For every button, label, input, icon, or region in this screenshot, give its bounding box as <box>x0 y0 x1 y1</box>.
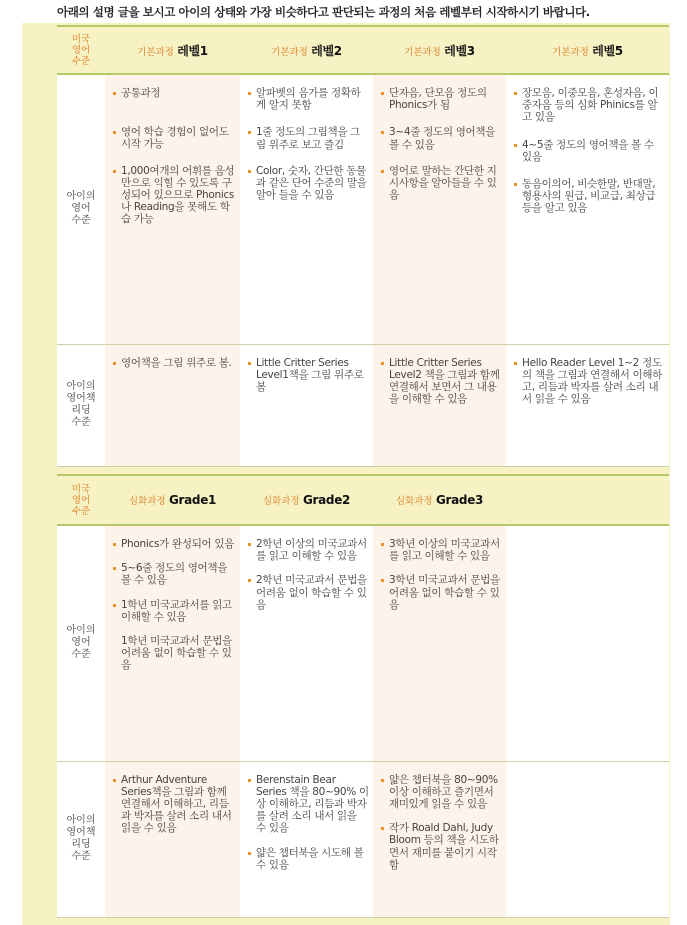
list-item: 영어로 말하는 간단한 지시사항을 알아들을 수 있음 <box>381 165 502 202</box>
header-row <box>57 26 669 74</box>
table-row-reading-level <box>57 344 669 466</box>
table-cell <box>506 74 669 344</box>
list-item: 단자음, 단모음 정도의 Phonics가 됨 <box>381 87 502 111</box>
basic-course-table <box>57 25 669 467</box>
list-item: 얇은 챕터북을 80~90% 이상 이해하고 즐기면서 재미있게 읽을 수 있음 <box>381 774 502 811</box>
list-item: 1,000여개의 어휘를 음성만으로 익힐 수 있도록 구성되어 있으므로 Phonics나 Reading을 못해도 학습 가능 <box>113 165 236 226</box>
list-item: 3~4줄 정도의 영어책을 볼 수 있음 <box>381 126 502 150</box>
table-row-english-level <box>57 74 669 344</box>
list-item: Little Critter Series Level2 책을 그림과 함께 연결해서 보면서 그 내용을 이해할 수 있음 <box>381 357 502 406</box>
table-cell <box>105 344 240 466</box>
list-item: 5~6줄 정도의 영어책을 볼 수 있음 <box>113 562 236 586</box>
list-item: 4~5줄 정도의 영어책을 볼 수 있음 <box>514 139 665 163</box>
table-cell <box>373 761 506 917</box>
row-label: 아이의 영어 수준 <box>57 74 105 344</box>
column-header-level5: 기본과정 레벨5 <box>506 26 669 74</box>
corner-header: 미국 영어 수준 <box>57 26 105 74</box>
column-header-empty <box>506 475 669 525</box>
table-row-english-level <box>57 525 669 761</box>
column-header-level1: 기본과정 레벨1 <box>105 26 240 74</box>
list-item: Berenstain Bear Series 책을 80~90% 이상 이해하고, 리듬과 박자를 살려 소리 내서 읽을 수 있음 <box>248 774 369 835</box>
list-item: Little Critter Series Level1책을 그림 위주로 봄 <box>248 357 369 394</box>
list-item: 동음이의어, 비슷한말, 반대말, 형용사의 원급, 비교급, 최상급 등을 알고 있음 <box>514 178 665 215</box>
list-item: 알파벳의 음가를 정확하게 알지 못함 <box>248 87 369 111</box>
table-cell-empty <box>506 525 669 761</box>
list-item: 영어책을 그림 위주로 봄. <box>113 357 236 369</box>
column-header-grade2: 심화과정 Grade2 <box>240 475 373 525</box>
table-cell <box>373 525 506 761</box>
advanced-course-table <box>57 474 669 918</box>
list-item: Arthur Adventure Series책을 그림과 함께 연결해서 이해하고, 리듬과 박자를 살려 소리 내서 읽을 수 있음 <box>113 774 236 835</box>
list-item: Phonics가 완성되어 있음 <box>113 538 236 550</box>
table-cell <box>240 74 373 344</box>
list-item: 1학년 미국교과서 문법을 어려움 없이 학습할 수 있음 <box>121 635 232 672</box>
intro-text: 아래의 설명 글을 보시고 아이의 상태와 가장 비슷하다고 판단되는 과정의 처음 레벨부터 시작하시기 바랍니다. <box>57 5 590 19</box>
list-item: 3학년 이상의 미국교과서를 읽고 이해할 수 있음 <box>381 538 502 562</box>
column-header-grade1: 심화과정 Grade1 <box>105 475 240 525</box>
table-cell <box>105 761 240 917</box>
table-cell <box>105 74 240 344</box>
table-row-reading-level <box>57 761 669 917</box>
list-item: 2학년 이상의 미국교과서를 읽고 이해할 수 있음 <box>248 538 369 562</box>
table-cell <box>506 344 669 466</box>
list-item: 얇은 챕터북을 시도해 볼 수 있음 <box>248 847 369 871</box>
column-header-level3: 기본과정 레벨3 <box>373 26 506 74</box>
header-row <box>57 475 669 525</box>
table-cell-empty <box>506 761 669 917</box>
list-item: 1줄 정도의 그림책을 그림 위주로 보고 즐김 <box>248 126 369 150</box>
list-item: 3학년 미국교과서 문법을 어려움 없이 학습할 수 있음 <box>381 574 502 611</box>
list-item: 작가 Roald Dahl, Judy Bloom 등의 책을 시도하면서 재미를 붙이기 시작함 <box>381 822 502 871</box>
row-label: 아이의 영어 수준 <box>57 525 105 761</box>
list-item: 영어 학습 경험이 없어도 시작 가능 <box>113 126 236 150</box>
table-cell <box>240 344 373 466</box>
table-cell <box>373 74 506 344</box>
list-item: Color, 숫자, 간단한 동물과 같은 단어 수준의 말을 알아 들을 수 있음 <box>248 165 369 202</box>
list-item: 2학년 미국교과서 문법을 어려움 없이 학습할 수 있음 <box>248 574 369 611</box>
list-item: 1학년 미국교과서를 읽고 이해할 수 있음 <box>113 599 236 623</box>
table-cell <box>373 344 506 466</box>
list-item: Hello Reader Level 1~2 정도의 책을 그림과 연결해서 이해하고, 리듬과 박자를 살려 소리 내서 읽을 수 있음 <box>514 357 665 406</box>
column-header-level2: 기본과정 레벨2 <box>240 26 373 74</box>
table-cell <box>105 525 240 761</box>
list-item: 장모음, 이중모음, 혼성자음, 이중자음 등의 심화 Phinics를 알고 있음 <box>514 87 665 124</box>
row-label: 아이의 영어책 리딩 수준 <box>57 344 105 466</box>
corner-header: 미국 영어 수준 <box>57 475 105 525</box>
list-item: 공통과정 <box>113 87 236 99</box>
table-cell <box>240 761 373 917</box>
row-label: 아이의 영어책 리딩 수준 <box>57 761 105 917</box>
table-cell <box>240 525 373 761</box>
column-header-grade3: 심화과정 Grade3 <box>373 475 506 525</box>
